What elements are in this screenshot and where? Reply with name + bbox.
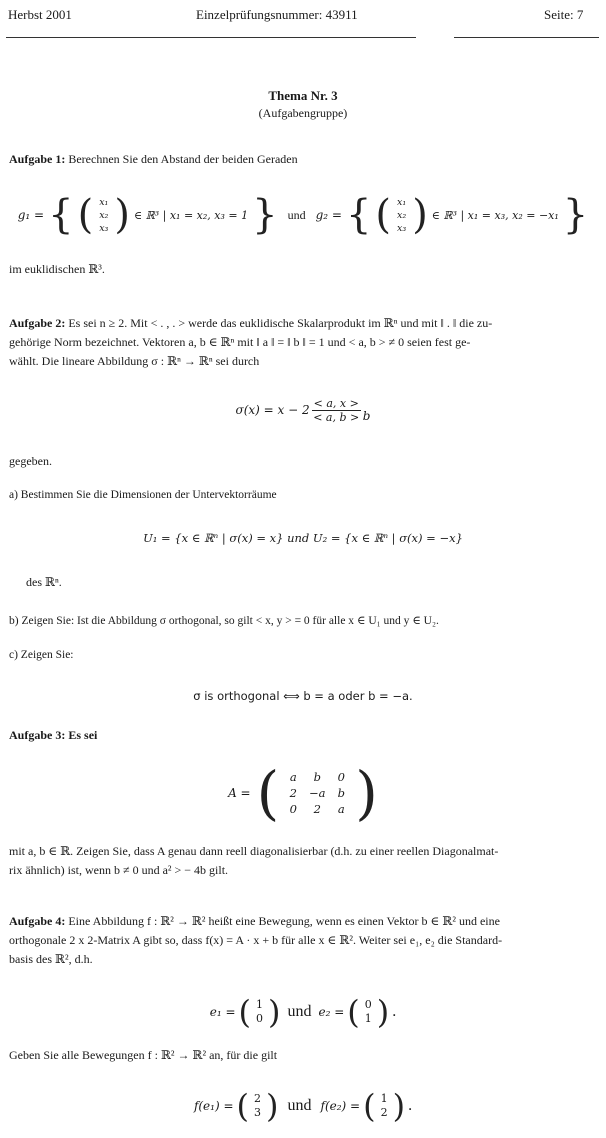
paren-close: ) <box>392 1087 406 1125</box>
paren-close: ) <box>266 1087 279 1125</box>
g1-label: g₁ = <box>17 208 45 222</box>
fe1-label: f(e₁) = <box>193 1099 234 1113</box>
task2-given: gegeben. <box>9 454 52 468</box>
task2-des: des ℝⁿ. <box>26 575 62 589</box>
header-rule-right <box>454 37 599 38</box>
brace-open: { <box>345 192 372 238</box>
orthogonal-equivalence: σ is orthogonal ⟺ b = a oder b = −a. <box>193 689 413 703</box>
header-exam-number: Einzelprüfungsnummer: 43911 <box>196 7 358 22</box>
task2-heading: Aufgabe 2: <box>9 316 66 330</box>
sigma-lhs: σ(x) = x − 2 <box>235 403 310 417</box>
task4-heading: Aufgabe 4: <box>9 914 66 928</box>
task3-intro <box>9 726 597 745</box>
task1-text: Berechnen Sie den Abstand der beiden Geraden <box>68 152 298 166</box>
fe1-vector: 2 3 <box>254 1092 262 1119</box>
task1-footer: im euklidischen ℝ³. <box>9 262 105 276</box>
und-label: und <box>287 207 306 222</box>
matrix-definition <box>0 759 606 827</box>
task3-paragraph <box>9 842 597 880</box>
paren-close: ) <box>114 192 130 238</box>
brace-close: } <box>562 192 589 238</box>
task2-part-b: b) Zeigen Sie: Ist die Abbildung σ orthogonal, so gilt < x, y > = 0 für alle x ∈ U₁ und y ∈ U₂. <box>9 615 439 627</box>
task1-intro <box>9 150 597 169</box>
fe2-vector: 1 2 <box>380 1092 388 1119</box>
paren-open: ( <box>238 993 252 1031</box>
end-dot: . <box>408 1097 413 1114</box>
task4-line4: Geben Sie alle Bewegungen f : ℝ² → ℝ² an, für die gilt <box>9 1048 278 1062</box>
task2-part-a: a) Bestimmen Sie die Dimensionen der Untervektorräume <box>9 489 277 501</box>
e1-label: e₁ = <box>209 1005 236 1019</box>
paren-open: ( <box>236 1087 250 1125</box>
header-term: Herbst 2001 <box>8 7 72 22</box>
task1-lines-equation <box>0 188 606 242</box>
g2-vector: x₁ x₂ x₃ <box>397 196 407 234</box>
e2-label: e₂ = <box>318 1005 345 1019</box>
matrix-a: a b 0 2 −a b 0 2 a <box>289 770 345 816</box>
paren-close: ) <box>355 759 378 827</box>
end-dot: . <box>392 1003 397 1020</box>
task4-line1: Eine Abbildung f : ℝ² → ℝ² heißt eine Bewegung, wenn es einen Vektor b ∈ ℝ² und eine <box>68 914 500 928</box>
task4-line3: basis des ℝ², d.h. <box>9 952 93 966</box>
g2-condition: ∈ ℝ³ | x₁ = x₃, x₂ = −x₁ <box>431 208 559 222</box>
task2-line2: gehörige Norm bezeichnet. Vektoren a, b ∈ ℝⁿ mit ‖ a ‖ = ‖ b ‖ = 1 und < a, b > ≠ 0 seien fest ge- <box>9 335 471 349</box>
und-label: und <box>287 1003 312 1020</box>
task3-line1: mit a, b ∈ ℝ. Zeigen Sie, dass A genau dann reell diagonalisierbar (d.h. zu einer reellen Diagonalmat- <box>9 844 499 858</box>
fraction-numerator: < a, x > <box>313 396 359 410</box>
g1-vector: x₁ x₂ x₃ <box>99 196 109 234</box>
task4-line2: orthogonale 2 x 2-Matrix A gibt so, dass f(x) = A · x + b für alle x ∈ ℝ². Weiter sei e₁, e₂ die Standard- <box>9 933 503 947</box>
task2-part-c: c) Zeigen Sie: <box>9 649 74 661</box>
fe2-label: f(e₂) = <box>320 1099 361 1113</box>
task3-text: Es sei <box>68 728 98 742</box>
paren-open: ( <box>77 192 94 238</box>
task1-heading: Aufgabe 1: <box>9 152 66 166</box>
e1-vector: 1 0 <box>256 998 264 1025</box>
und-label: und <box>287 1097 312 1114</box>
paren-open: ( <box>347 993 360 1031</box>
task2-line3: wählt. Die lineare Abbildung σ : ℝⁿ → ℝⁿ sei durch <box>9 354 260 368</box>
task3-line2: rix ähnlich) ist, wenn b ≠ 0 und a² > − 4b gilt. <box>9 863 229 877</box>
matrix-lhs: A = <box>228 786 251 800</box>
g1-condition: ∈ ℝ³ | x₁ = x₂, x₃ = 1 <box>133 208 249 222</box>
task3-heading: Aufgabe 3: <box>9 728 66 742</box>
e2-vector: 0 1 <box>364 998 372 1025</box>
paren-close: ) <box>376 993 390 1031</box>
fraction-denominator: < a, b > <box>313 410 360 424</box>
topic-subtitle: (Aufgabengruppe) <box>258 106 348 120</box>
standard-basis-equation <box>0 992 606 1032</box>
sigma-fraction <box>312 397 361 424</box>
header-rule-left <box>6 37 416 38</box>
sigma-rhs: b <box>362 409 371 423</box>
motion-conditions <box>0 1086 606 1126</box>
paren-close: ) <box>412 192 428 238</box>
task2-line1: Es sei n ≥ 2. Mit < . , . > werde das euklidische Skalarprodukt im ℝⁿ und mit ‖ . ‖ die zu- <box>68 316 493 330</box>
brace-open: { <box>48 192 74 238</box>
g2-label: g₂ = <box>315 208 342 222</box>
paren-open: ( <box>363 1087 376 1125</box>
task4-paragraph <box>9 912 597 969</box>
paren-open: ( <box>375 192 392 238</box>
subspaces-equation: U₁ = {x ∈ ℝⁿ | σ(x) = x} und U₂ = {x ∈ ℝⁿ | σ(x) = −x} <box>143 531 463 545</box>
paren-close: ) <box>268 993 281 1031</box>
task2-paragraph <box>9 314 597 371</box>
brace-close: } <box>252 192 278 238</box>
paren-open: ( <box>256 759 280 827</box>
sigma-definition <box>0 392 606 428</box>
header-page: Seite: 7 <box>544 7 584 22</box>
topic-title: Thema Nr. 3 <box>268 88 338 103</box>
